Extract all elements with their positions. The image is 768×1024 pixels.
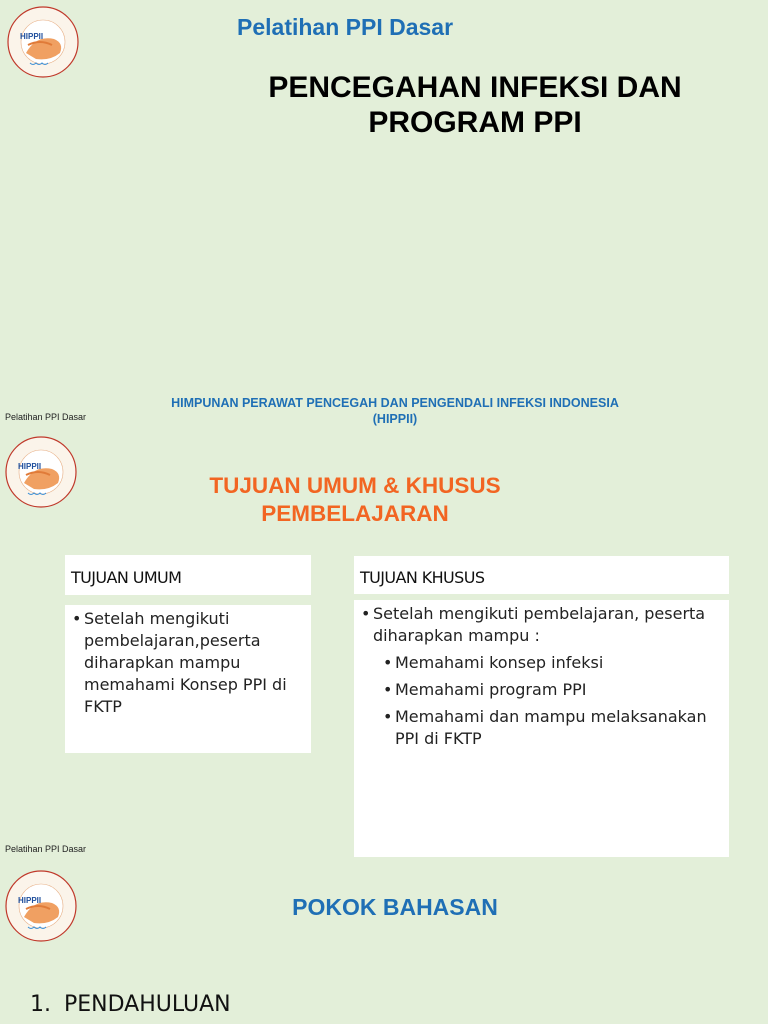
topic-text: PENDAHULUAN <box>64 992 231 1017</box>
slide-objectives <box>0 412 768 864</box>
objectives-title-line1: TUJUAN UMUM & KHUSUS <box>209 473 501 498</box>
svg-text:HIPPII: HIPPII <box>18 462 42 471</box>
svg-text:HIPPII: HIPPII <box>18 896 42 905</box>
svg-text:HIPPII: HIPPII <box>20 32 44 41</box>
general-objective-line: pembelajaran,peserta <box>84 631 261 650</box>
organization-abbrev: (HIPPII) <box>372 412 418 426</box>
general-objective-line: Setelah mengikuti <box>84 609 230 628</box>
main-title-line1: PENCEGAHAN INFEKSI DAN <box>268 71 682 104</box>
general-objective-body-box <box>65 605 311 753</box>
topic-list-item <box>30 992 231 1017</box>
specific-objective-item <box>383 679 725 701</box>
bullet-icon: • <box>383 680 393 699</box>
specific-objective-header-box <box>354 556 729 594</box>
specific-intro-line: Setelah mengikuti pembelajaran, peserta <box>373 604 706 623</box>
main-title-line2: PROGRAM PPI <box>368 106 582 139</box>
slide-footer-label: Pelatihan PPI Dasar <box>5 844 87 854</box>
specific-intro-line: diharapkan mampu : <box>373 626 540 645</box>
general-objective-heading: TUJUAN UMUM <box>71 568 182 587</box>
bullet-icon: • <box>72 609 82 628</box>
organization-name-line1: HIMPUNAN PERAWAT PENCEGAH DAN PENGENDALI INFEKSI INDONESIA <box>171 396 619 410</box>
specific-objective-item <box>383 706 725 750</box>
general-objective-line: diharapkan mampu <box>84 653 241 672</box>
bullet-icon: • <box>383 707 393 726</box>
specific-objective-text: Memahami konsep infeksi <box>395 653 604 672</box>
topic-number: 1. <box>30 992 51 1017</box>
general-objective-line: FKTP <box>84 697 122 716</box>
bullet-icon: • <box>383 653 393 672</box>
specific-objective-item <box>383 652 725 674</box>
slide-footer-label: Pelatihan PPI Dasar <box>5 412 87 422</box>
objectives-title-line2: PEMBELAJARAN <box>261 501 449 526</box>
specific-objective-text: Memahami dan mampu melaksanakan <box>395 707 707 726</box>
slide-topics <box>0 844 768 1024</box>
specific-objective-body-box <box>354 600 729 857</box>
general-objective-bullet <box>72 608 307 718</box>
specific-objective-text: PPI di FKTP <box>395 729 482 748</box>
slide-title <box>0 0 768 432</box>
main-title <box>190 70 760 140</box>
training-title: Pelatihan PPI Dasar <box>237 14 454 40</box>
hippii-logo <box>4 435 78 509</box>
general-objective-header-box <box>65 555 311 595</box>
objectives-title <box>140 472 570 528</box>
general-objective-line: memahami Konsep PPI di <box>84 675 287 694</box>
organization-name <box>110 395 680 427</box>
specific-objective-list <box>383 652 725 750</box>
topics-title: POKOK BAHASAN <box>292 894 498 920</box>
bullet-icon: • <box>361 604 371 623</box>
specific-objective-heading: TUJUAN KHUSUS <box>360 568 485 587</box>
specific-objective-text: Memahami program PPI <box>395 680 587 699</box>
hippii-logo <box>4 869 78 943</box>
hippii-logo <box>6 5 80 79</box>
specific-objective-intro <box>361 603 725 647</box>
